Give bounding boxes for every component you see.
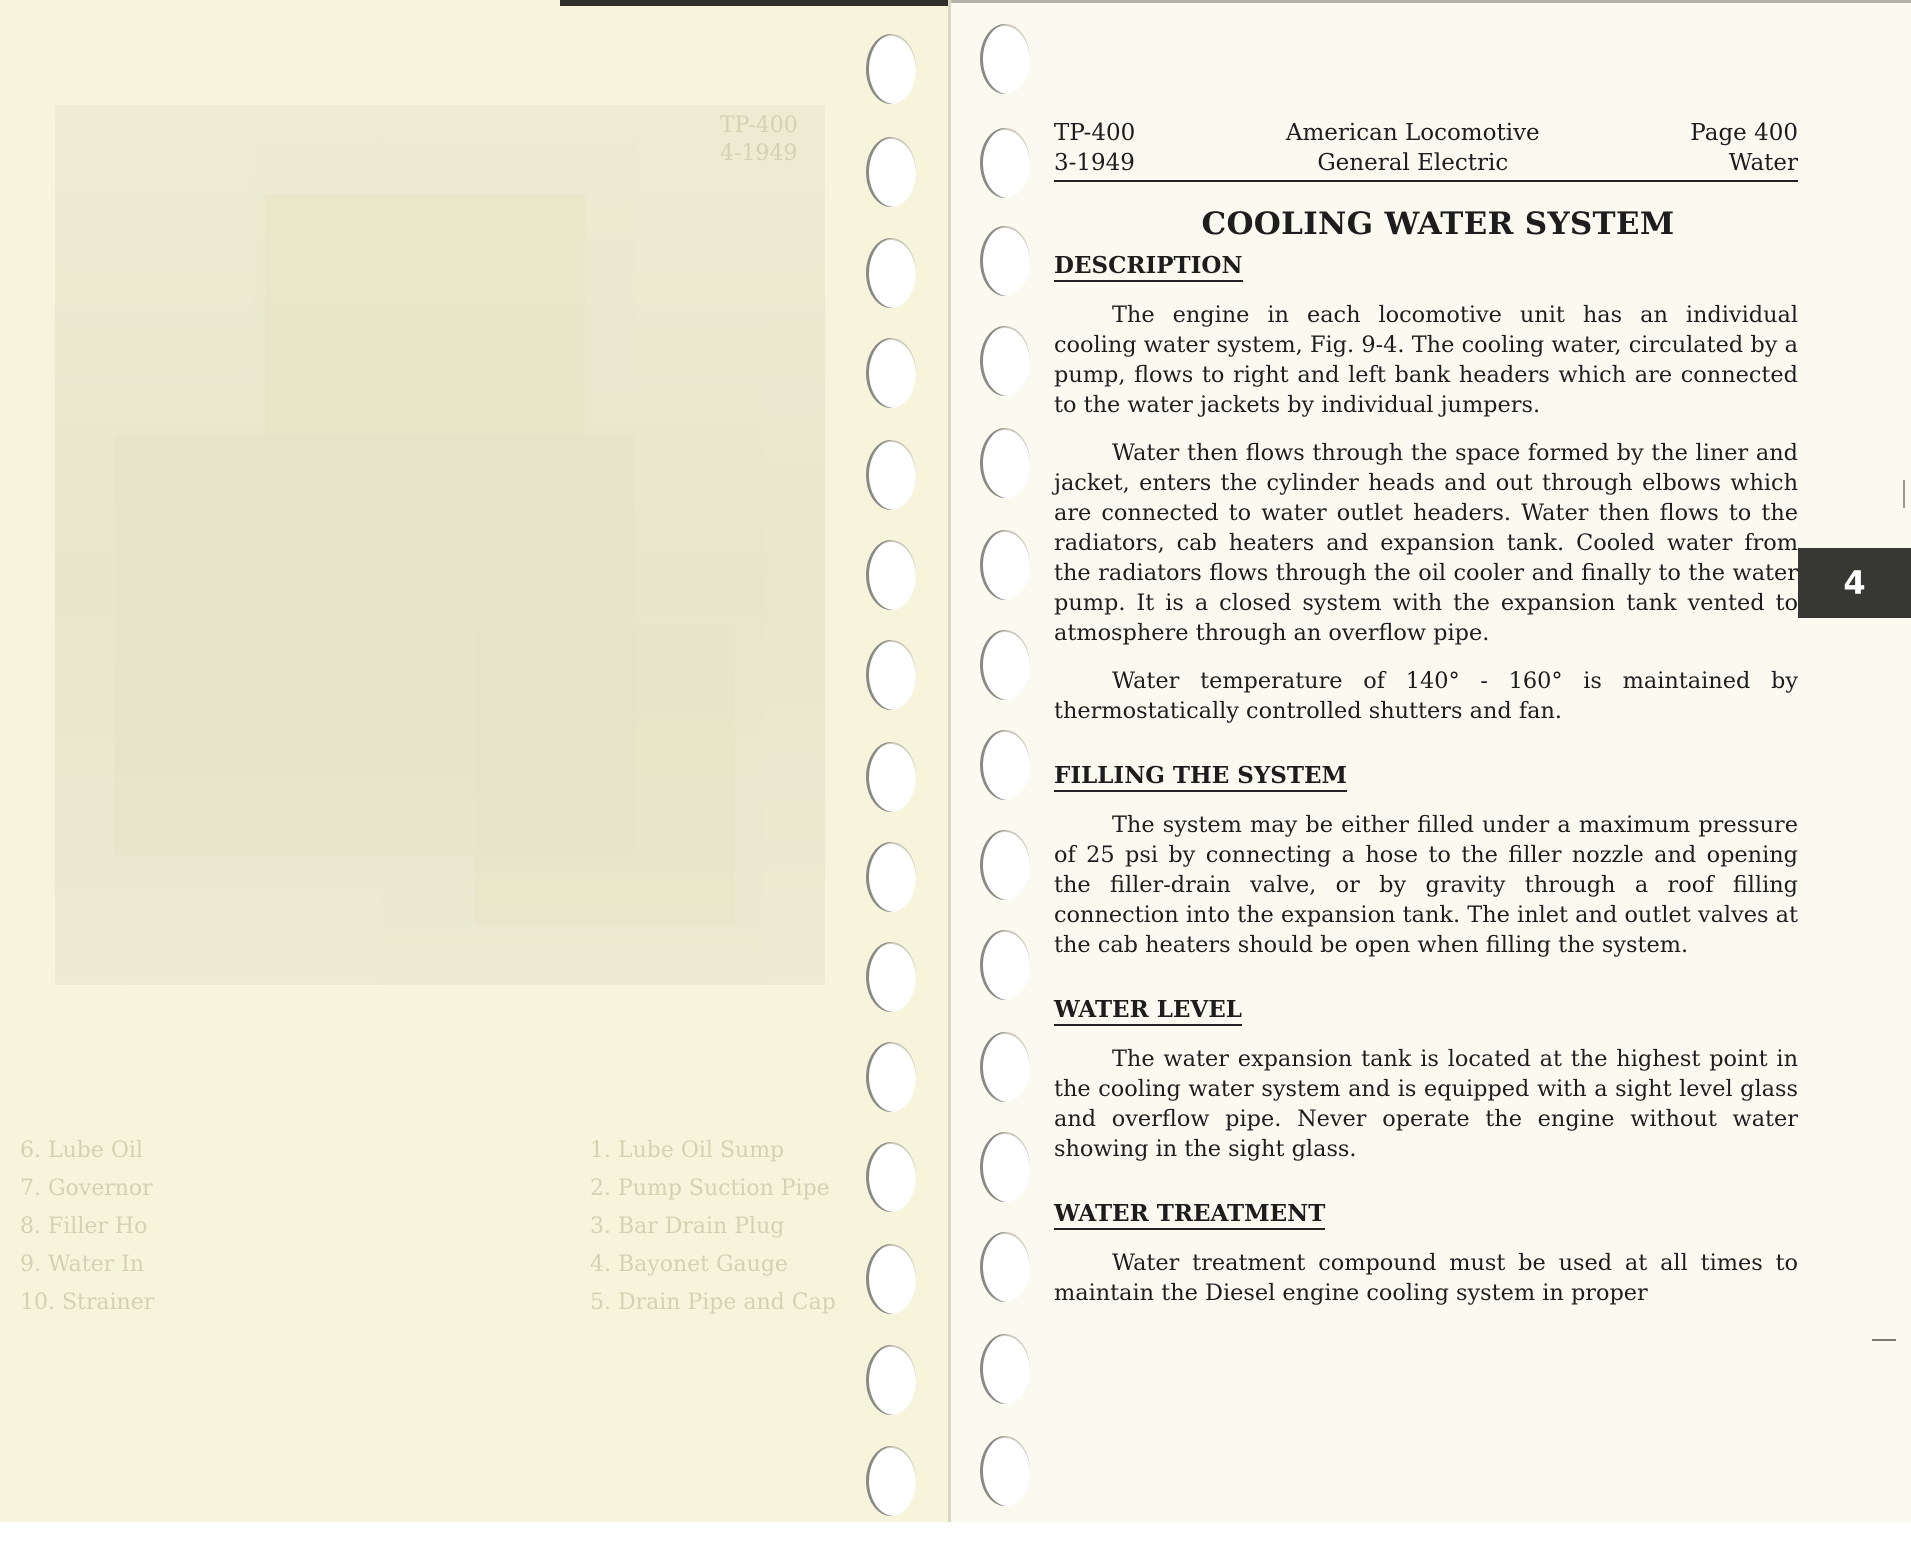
binder-hole	[866, 1244, 916, 1314]
page-content	[1054, 118, 1798, 1308]
binder-hole	[866, 1042, 916, 1112]
edge-mark	[1872, 1339, 1896, 1341]
bleed-through-header-line: TP-400	[720, 113, 798, 138]
binder-hole	[980, 1334, 1030, 1404]
bleed-through-item: 3. Bar Drain Plug	[590, 1214, 785, 1239]
section-label: Water	[1728, 150, 1798, 176]
bleed-through-item: 2. Pump Suction Pipe	[590, 1176, 830, 1201]
binder-hole	[866, 440, 916, 510]
section-tab[interactable]	[1798, 548, 1911, 618]
bleed-through-header	[720, 112, 798, 168]
bleed-through-item: 9. Water In	[20, 1252, 145, 1277]
page-top-edge	[560, 0, 948, 6]
binder-hole	[980, 226, 1030, 296]
header-left	[1054, 118, 1135, 178]
left-page	[0, 0, 948, 1522]
company-line-2: General Electric	[1317, 150, 1509, 176]
binder-hole	[980, 1032, 1030, 1102]
bleed-through-item: 6. Lube Oil	[20, 1138, 143, 1163]
section-heading: FILLING THE SYSTEM	[1054, 762, 1347, 792]
binder-hole	[980, 1436, 1030, 1506]
bleed-through-header-line: 4-1949	[720, 141, 798, 166]
paragraph: Water then flows through the space formed by the liner and jacket, enters the cylinder heads and out through elbows which are connected to water outlet headers. Water then flows to the radiators, cab heaters and expansion tank. Cooled water from the radiators flows through the oil cooler and finally to the water pump. It is a closed system with the expansion tank vented to atmosphere through an overflow pipe.	[1054, 440, 1798, 646]
bleed-through-figure	[55, 105, 825, 985]
doc-date: 3-1949	[1054, 150, 1135, 176]
binder-hole	[980, 530, 1030, 600]
section-description	[1054, 242, 1798, 726]
bleed-through-list-right	[20, 1132, 154, 1322]
binder-hole	[980, 1132, 1030, 1202]
header-center	[1286, 118, 1540, 178]
company-line-1: American Locomotive	[1285, 120, 1540, 146]
binder-hole	[980, 24, 1030, 94]
paragraph: Water temperature of 140° - 160° is maintained by thermostatically controlled shutters and fan.	[1054, 668, 1798, 724]
binder-hole	[866, 742, 916, 812]
binder-hole	[980, 128, 1030, 198]
bleed-through-item: 1. Lube Oil Sump	[590, 1138, 785, 1163]
binder-hole	[866, 540, 916, 610]
page-top-edge	[948, 0, 1911, 3]
binder-hole	[866, 1142, 916, 1212]
binder-hole	[980, 326, 1030, 396]
binder-hole	[980, 428, 1030, 498]
binder-hole	[866, 942, 916, 1012]
binder-hole	[866, 1446, 916, 1516]
binder-hole	[980, 830, 1030, 900]
page-label: Page 400	[1690, 120, 1798, 146]
section-filling	[1054, 752, 1798, 960]
binder-hole	[980, 930, 1030, 1000]
paragraph: The water expansion tank is located at the highest point in the cooling water system and is equipped with a sight level glass and overflow pipe. Never operate the engine without water showing in the sight glass.	[1054, 1046, 1798, 1162]
binder-hole	[866, 238, 916, 308]
header-right	[1690, 118, 1798, 178]
section-tab-label: 4	[1843, 564, 1866, 602]
section-heading: WATER LEVEL	[1054, 996, 1242, 1026]
section-water-level	[1054, 986, 1798, 1164]
edge-mark	[1903, 480, 1905, 508]
bleed-through-item: 5. Drain Pipe and Cap	[590, 1290, 836, 1315]
binder-hole	[866, 137, 916, 207]
binder-hole	[980, 630, 1030, 700]
bleed-through-item: 7. Governor	[20, 1176, 153, 1201]
section-heading: DESCRIPTION	[1054, 252, 1243, 282]
bleed-through-list-left	[590, 1132, 836, 1322]
paragraph: The engine in each locomotive unit has an individual cooling water system, Fig. 9-4. The cooling water, circulated by a pump, flows to right and left bank headers which are connected to the water jackets by individual jumpers.	[1054, 302, 1798, 418]
section-water-treatment	[1054, 1190, 1798, 1308]
bleed-through-item: 10. Strainer	[20, 1290, 155, 1315]
binder-hole	[866, 842, 916, 912]
page-title: COOLING WATER SYSTEM	[1201, 206, 1675, 242]
binder-hole	[980, 730, 1030, 800]
paragraph: Water treatment compound must be used at all times to maintain the Diesel engine cooling system in proper	[1054, 1250, 1798, 1306]
binder-hole	[866, 34, 916, 104]
page-fold-edge	[948, 0, 951, 1522]
bleed-through-item: 8. Filler Ho	[20, 1214, 148, 1239]
binder-hole	[866, 640, 916, 710]
running-header	[1054, 118, 1798, 182]
binder-hole	[866, 338, 916, 408]
section-heading: WATER TREATMENT	[1054, 1200, 1325, 1230]
paragraph: The system may be either filled under a maximum pressure of 25 psi by connecting a hose to the filler nozzle and opening the filler-drain valve, or by gravity through a roof filling connection into the expansion tank. The inlet and outlet valves at the cab heaters should be open when filling the system.	[1054, 812, 1798, 958]
binder-hole	[980, 1232, 1030, 1302]
binder-hole	[866, 1345, 916, 1415]
doc-number: TP-400	[1054, 120, 1136, 146]
bleed-through-item: 4. Bayonet Gauge	[590, 1252, 788, 1277]
